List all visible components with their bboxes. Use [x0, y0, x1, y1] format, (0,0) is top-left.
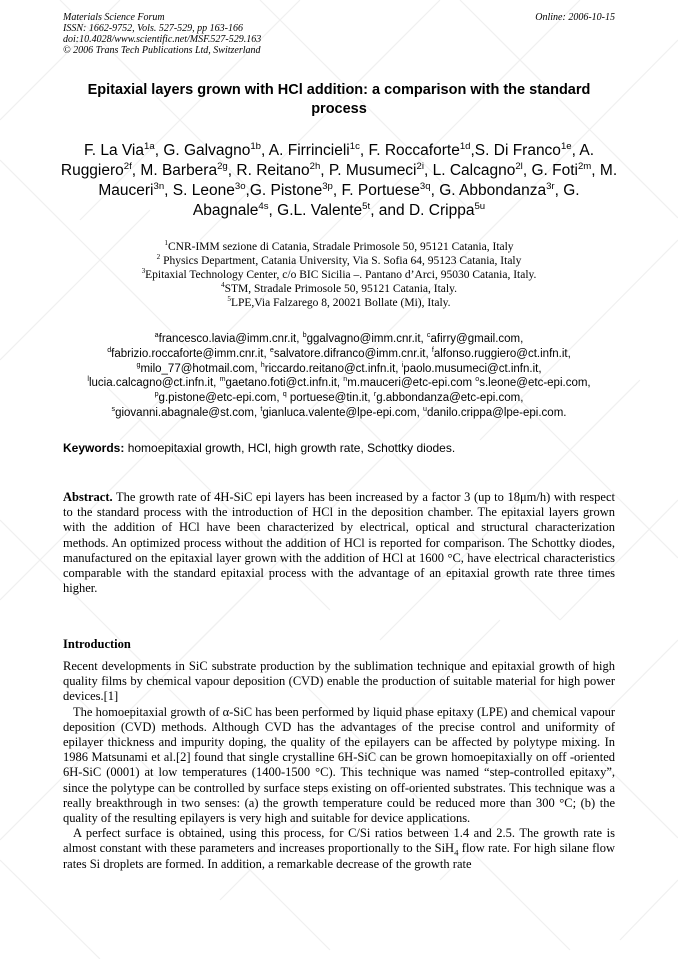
author: M. Barbera$^{2g}$ — [140, 160, 228, 179]
email-address: salvatore.difranco@imm.cnr.it, — [273, 347, 432, 360]
email-address: milo_77@hotmail.com, — [140, 362, 261, 375]
author: G. Foti$^{2m}$ — [531, 160, 592, 179]
author: M. Mauceri$^{3n}$ — [98, 162, 618, 199]
email-address: portuese@tin.it, — [286, 392, 374, 405]
introduction-body — [63, 659, 615, 872]
email-address: alfonso.ruggiero@ct.infn.it, — [433, 347, 571, 360]
keywords-label: Keywords: — [63, 441, 125, 455]
author: G. Abagnale$^{4s}$ — [192, 182, 580, 219]
abstract-label: Abstract. — [63, 490, 113, 504]
author: G.L. Valente$^{5t}$ — [277, 200, 371, 219]
author-emails — [58, 332, 620, 421]
paragraph: A perfect surface is obtained, using this process, for C/Si ratios between 1.4 and 2.5. The growth rate is almost constant with these parameters and increases proportionally to the SiH$_4$ flow rate. For high silane flow rates Si droplets are formed. In addition, a remarkable decrease of the growth rate — [63, 826, 615, 871]
author: A. Ruggiero$^{2f}$ — [60, 142, 595, 179]
email-address: francesco.lavia@imm.cnr.it, — [158, 333, 303, 345]
email-address: gaetano.foti@ct.infn.it, — [225, 377, 344, 390]
paper-title: Epitaxial layers grown with HCl addition: a comparison with the standard process — [87, 82, 591, 117]
author: R. Reitano$^{2h}$ — [236, 160, 321, 179]
author: L. Calcagno$^{2l}$ — [432, 160, 523, 179]
email-address: afirry@gmail.com, — [430, 333, 524, 345]
affiliation: $^3$Epitaxial Technology Center, c/o BIC Sicilia –. Pantano d’Arci, 95030 Catania, Italy. — [141, 267, 537, 281]
email-line: $^d$fabrizio.roccaforte@imm.cnr.it, $^e$salvatore.difranco@imm.cnr.it, $^f$alfonso.ruggiero@ct.infn.it, — [107, 345, 571, 360]
affiliation: $^4$STM, Stradale Primosole 50, 95121 Catania, Italy. — [221, 281, 457, 295]
affiliation: $^1$CNR-IMM sezione di Catania, Stradale Primosole 50, 95121 Catania, Italy — [164, 239, 514, 253]
author: F. La Via$^{1a}$ — [83, 140, 155, 159]
author: D. Crippa$^{5u}$ — [408, 200, 486, 219]
email-address: lucia.calcagno@ct.infn.it, — [88, 377, 220, 390]
affiliation: $^2$ Physics Department, Catania University, Via S. Sofia 64, 95123 Catania, Italy — [156, 253, 522, 267]
email-address: danilo.crippa@lpe-epi.com. — [426, 406, 567, 419]
paragraph: Recent developments in SiC substrate production by the sublimation technique and epitaxial growth of high quality films by chemical vapour deposition (CVD) enable the production of suitable material for high power devices.[1] — [63, 659, 615, 704]
email-address: m.mauceri@etc-epi.com — [347, 377, 476, 390]
journal-doi: doi:10.4028/www.scientific.net/MSF.527-529.163 — [63, 34, 262, 45]
email-line: $^a$francesco.lavia@imm.cnr.it, $^b$ggalvagno@imm.cnr.it, $^c$afirry@gmail.com, — [154, 331, 524, 345]
author-list: F. La Via$^{1a}$, G. Galvagno$^{1b}$, A. Firrincieli$^{1c}$, F. Roccaforte$^{1d}$,S. Di Franco$^{1e}$, A. Ruggiero$^{2f}$, M. Barbera$^{2g}$, R. Reitano$^{2h}$, P. Musumeci$^{2i}$, L. Calcagno$^{2l}$, G. Foti$^{2m}$, M. Mauceri$^{3n}$, S. Leone$^{3o}$,G. Pistone$^{3p}$, F. Portuese$^{3q}$, G. Abbondanza$^{3r}$, G. Abagnale$^{4s}$, G.L. Valente$^{5t}$, and D. Crippa$^{5u}$ — [60, 140, 618, 219]
journal-copyright: © 2006 Trans Tech Publications Ltd, Switzerland — [63, 45, 261, 56]
email-address: s.leone@etc-epi.com, — [479, 377, 591, 390]
abstract — [63, 490, 615, 596]
introduction-heading: Introduction — [63, 637, 131, 651]
affiliation: $^5$LPE,Via Falzarego 8, 20021 Bollate (Mi), Italy. — [227, 295, 451, 309]
author: G. Abbondanza$^{3r}$ — [439, 180, 555, 199]
author: P. Musumeci$^{2i}$ — [328, 160, 424, 179]
email-address: ggalvagno@imm.cnr.it, — [306, 333, 427, 345]
keywords — [63, 441, 615, 456]
email-address: riccardo.reitano@ct.infn.it, — [264, 362, 402, 375]
author: S. Leone$^{3o}$ — [172, 180, 246, 199]
keywords-text: homoepitaxial growth, HCl, high growth rate, Schottky diodes. — [124, 441, 456, 455]
email-line: $^p$g.pistone@etc-epi.com, $^q$ portuese@tin.it, $^r$g.abbondanza@etc-epi.com, — [154, 390, 524, 405]
email-address: g.pistone@etc-epi.com, — [158, 392, 283, 405]
paragraph: The homoepitaxial growth of α-SiC has been performed by liquid phase epitaxy (LPE) and chemical vapour deposition (CVD) methods. Although CVD has the advantages of the precise control and uniformity of epilayer thickness and impurity doping, the quality of the epilayers can be affected by polytype mixing. In 1986 Matsunami et al.[2] found that single crystalline 6H-SiC can be grown homoepitaxially on off -oriented 6H-SiC (0001) at low temperatures (1400-1500 °C). This technique was named “step-controlled epitaxy”, since the polytype can be controlled by surface steps existing on off-oriented substrates. This technique was a really breakthrough in two senses: (a) the growth temperature could be reduced more than 300 °C; (b) the quality of the resulting epilayers is very high and suitable for device applications. — [63, 704, 615, 826]
email-address: paolo.musumeci@ct.infn.it, — [403, 362, 542, 375]
email-address: giovanni.abagnale@st.com, — [115, 406, 261, 419]
email-address: fabrizio.roccaforte@imm.cnr.it, — [111, 347, 270, 360]
online-date: Online: 2006-10-15 — [535, 12, 615, 23]
author: S. Di Franco$^{1e}$ — [474, 140, 572, 159]
journal-name: Materials Science Forum — [63, 12, 165, 23]
author: F. Portuese$^{3q}$ — [341, 180, 431, 199]
email-address: gianluca.valente@lpe-epi.com, — [262, 406, 423, 419]
author: A. Firrincieli$^{1c}$ — [268, 140, 360, 159]
email-line: $^s$giovanni.abagnale@st.com, $^t$gianluca.valente@lpe-epi.com, $^u$danilo.crippa@lpe-epi.com. — [111, 405, 567, 419]
affiliations — [60, 240, 618, 310]
author: G. Galvagno$^{1b}$ — [163, 140, 262, 159]
email-line: $^g$milo_77@hotmail.com, $^h$riccardo.reitano@ct.infn.it, $^i$paolo.musumeci@ct.infn.it, — [136, 360, 542, 375]
abstract-text: The growth rate of 4H-SiC epi layers has been increased by a factor 3 (up to 18μm/h) with respect to the standard process with the introduction of HCl in the deposition chamber. The epitaxial layers grown with the addition of HCl have been characterized by electrical, optical and structural characterization methods. An optimized process without the addition of HCl is reported for comparison. The Schottky diodes, manufactured on the epitaxial layer grown with the addition of HCl at 1600 °C, have electrical characteristics comparable with the standard epitaxial process with the advantage of an epitaxial growth rate three times higher. — [63, 490, 615, 596]
journal-header — [63, 12, 615, 56]
email-address: g.abbondanza@etc-epi.com, — [376, 392, 524, 405]
email-line: $^l$lucia.calcagno@ct.infn.it, $^m$gaetano.foti@ct.infn.it, $^n$m.mauceri@etc-epi.com $^o$s.leone@etc-epi.com, — [87, 375, 591, 390]
author: F. Roccaforte$^{1d}$ — [368, 140, 471, 159]
author: G. Pistone$^{3p}$ — [249, 180, 333, 199]
journal-issn: ISSN: 1662-9752, Vols. 527-529, pp 163-166 — [63, 23, 243, 34]
